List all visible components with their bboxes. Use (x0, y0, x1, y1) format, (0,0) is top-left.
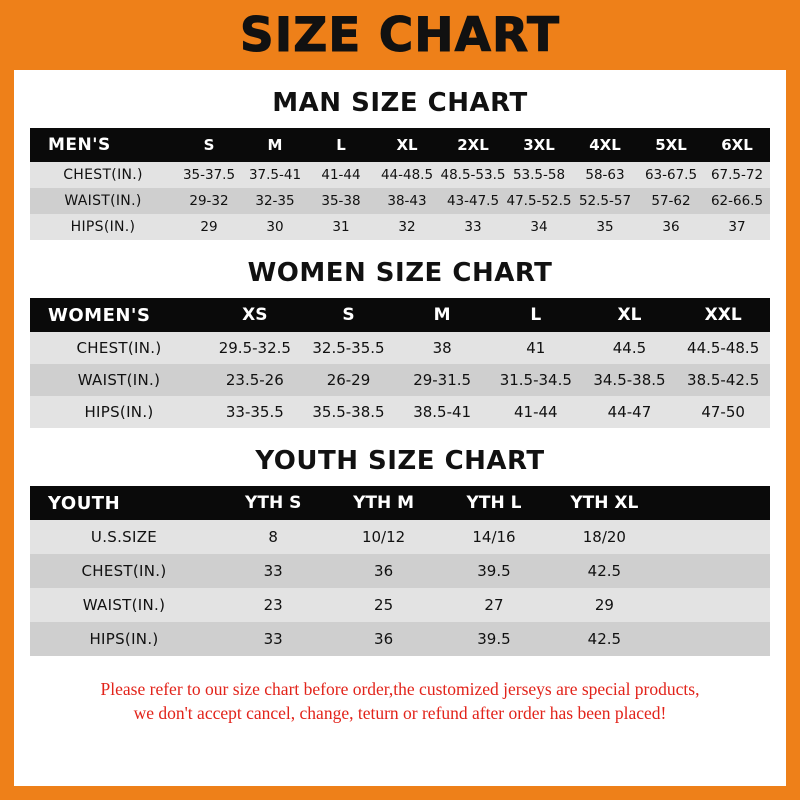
cell: 38 (395, 332, 489, 364)
cell (660, 554, 770, 588)
cell: 41-44 (308, 162, 374, 188)
cell: 35 (572, 214, 638, 240)
table-row (30, 520, 770, 554)
cell: 35.5-38.5 (302, 396, 396, 428)
row-label: WAIST(IN.) (30, 188, 176, 214)
page-title: SIZE CHART (239, 7, 561, 63)
youth-size-table (30, 486, 770, 656)
row-label: CHEST(IN.) (30, 332, 208, 364)
cell: 23.5-26 (208, 364, 302, 396)
table-row (30, 364, 770, 396)
column-header: XL (617, 305, 642, 325)
cell: 47.5-52.5 (506, 188, 572, 214)
cell: 44-47 (583, 396, 677, 428)
cell: 35-37.5 (176, 162, 242, 188)
cell: 37 (704, 214, 770, 240)
column-header: YTH L (466, 493, 522, 513)
cell: 67.5-72 (704, 162, 770, 188)
cell: 39.5 (439, 554, 549, 588)
cell: 36 (328, 554, 438, 588)
cell: 44.5 (583, 332, 677, 364)
row-label: U.S.SIZE (30, 520, 218, 554)
table-header-label: MEN'S (48, 135, 111, 155)
table-row (30, 332, 770, 364)
column-header: L (530, 305, 542, 325)
section-men (14, 88, 786, 240)
cell: 14/16 (439, 520, 549, 554)
cell: 27 (439, 588, 549, 622)
cell (660, 520, 770, 554)
cell: 38.5-42.5 (676, 364, 770, 396)
column-header: 6XL (721, 136, 753, 154)
cell: 29 (176, 214, 242, 240)
cell: 63-67.5 (638, 162, 704, 188)
table-row (30, 162, 770, 188)
section-title-women: WOMEN SIZE CHART (247, 258, 553, 288)
cell: 53.5-58 (506, 162, 572, 188)
section-title-men: MAN SIZE CHART (272, 88, 528, 118)
cell: 38.5-41 (395, 396, 489, 428)
table-header-row (30, 128, 770, 162)
cell: 44-48.5 (374, 162, 440, 188)
page-footer-band (0, 786, 800, 800)
page-header-band (0, 0, 800, 70)
cell: 34.5-38.5 (583, 364, 677, 396)
table-header-row (30, 298, 770, 332)
section-title-youth: YOUTH SIZE CHART (255, 446, 545, 476)
table-row (30, 396, 770, 428)
column-header: XL (396, 136, 418, 154)
cell: 31.5-34.5 (489, 364, 583, 396)
men-size-table (30, 128, 770, 240)
section-youth (14, 446, 786, 656)
footer-note (14, 678, 786, 725)
cell: 58-63 (572, 162, 638, 188)
column-header (660, 486, 770, 520)
footer-note-line-2: we don't accept cancel, change, teturn or refund after order has been placed! (133, 702, 667, 723)
cell: 32.5-35.5 (302, 332, 396, 364)
row-label: CHEST(IN.) (30, 162, 176, 188)
cell: 47-50 (676, 396, 770, 428)
column-header: XS (242, 305, 268, 325)
column-header: L (336, 136, 346, 154)
row-label: CHEST(IN.) (30, 554, 218, 588)
footer-note-line-1: Please refer to our size chart before order,the customized jerseys are special products, (100, 679, 700, 699)
column-header: YTH S (245, 493, 302, 513)
column-header: S (342, 305, 355, 325)
cell: 10/12 (328, 520, 438, 554)
table-row (30, 554, 770, 588)
cell: 18/20 (549, 520, 659, 554)
column-header: 5XL (655, 136, 687, 154)
cell: 29-31.5 (395, 364, 489, 396)
cell: 48.5-53.5 (440, 162, 506, 188)
table-row (30, 188, 770, 214)
cell: 41-44 (489, 396, 583, 428)
cell: 29 (549, 588, 659, 622)
table-header-row (30, 486, 770, 520)
row-label: HIPS(IN.) (30, 622, 218, 656)
cell: 33 (440, 214, 506, 240)
cell: 44.5-48.5 (676, 332, 770, 364)
cell: 30 (242, 214, 308, 240)
column-header: XXL (704, 305, 742, 325)
cell: 41 (489, 332, 583, 364)
table-header-label: YOUTH (48, 492, 121, 514)
cell: 43-47.5 (440, 188, 506, 214)
column-header: S (203, 136, 215, 154)
column-header: 4XL (589, 136, 621, 154)
cell: 42.5 (549, 622, 659, 656)
cell: 26-29 (302, 364, 396, 396)
column-header: M (433, 305, 451, 325)
column-header: 2XL (457, 136, 489, 154)
column-header: 3XL (523, 136, 555, 154)
cell: 36 (328, 622, 438, 656)
table-row (30, 588, 770, 622)
row-label: WAIST(IN.) (30, 588, 218, 622)
cell: 31 (308, 214, 374, 240)
cell: 42.5 (549, 554, 659, 588)
cell: 38-43 (374, 188, 440, 214)
column-header: YTH XL (570, 493, 639, 513)
cell: 36 (638, 214, 704, 240)
table-row (30, 622, 770, 656)
cell: 35-38 (308, 188, 374, 214)
cell: 32 (374, 214, 440, 240)
cell: 33 (218, 622, 328, 656)
row-label: HIPS(IN.) (30, 214, 176, 240)
cell: 29.5-32.5 (208, 332, 302, 364)
column-header: YTH M (353, 493, 415, 513)
cell: 8 (218, 520, 328, 554)
section-women (14, 258, 786, 428)
cell: 37.5-41 (242, 162, 308, 188)
row-label: HIPS(IN.) (30, 396, 208, 428)
table-header-label: WOMEN'S (48, 304, 151, 326)
cell: 33-35.5 (208, 396, 302, 428)
cell: 57-62 (638, 188, 704, 214)
cell: 23 (218, 588, 328, 622)
cell: 34 (506, 214, 572, 240)
cell: 32-35 (242, 188, 308, 214)
table-row (30, 214, 770, 240)
cell: 29-32 (176, 188, 242, 214)
cell: 25 (328, 588, 438, 622)
column-header: M (267, 136, 283, 154)
cell: 52.5-57 (572, 188, 638, 214)
cell (660, 588, 770, 622)
cell (660, 622, 770, 656)
cell: 33 (218, 554, 328, 588)
cell: 62-66.5 (704, 188, 770, 214)
cell: 39.5 (439, 622, 549, 656)
row-label: WAIST(IN.) (30, 364, 208, 396)
women-size-table (30, 298, 770, 428)
